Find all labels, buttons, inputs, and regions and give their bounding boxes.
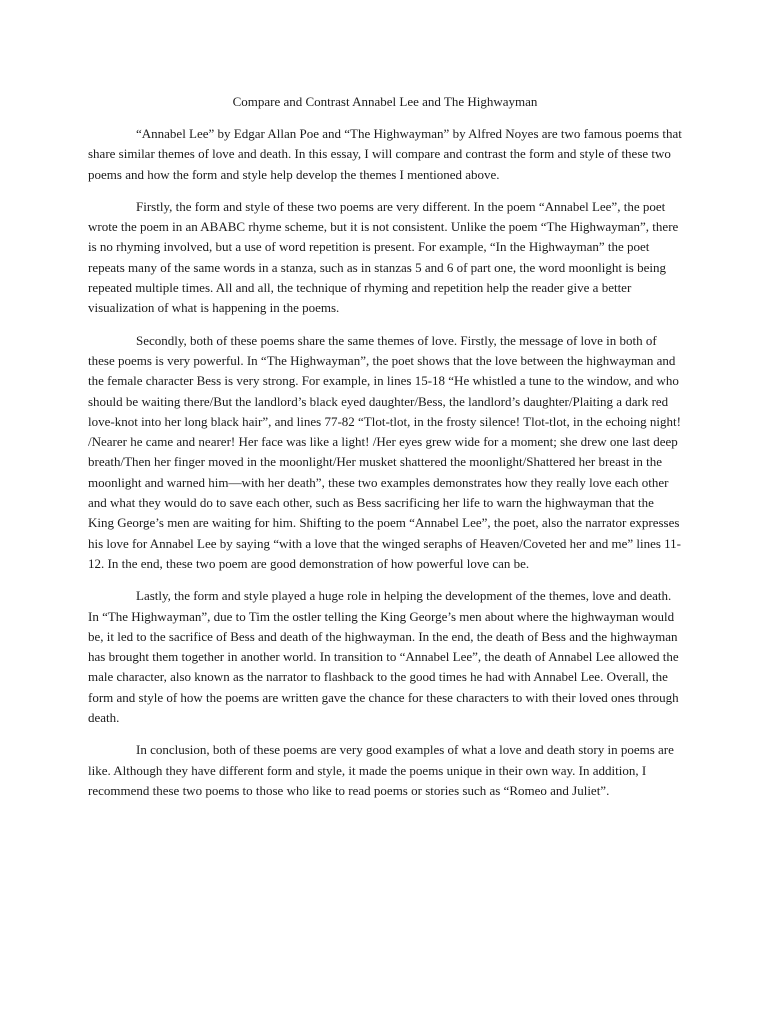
document-title: Compare and Contrast Annabel Lee and The Highwayman <box>232 94 538 109</box>
paragraph-conclusion: In conclusion, both of these poems are very good examples of what a love and death story in poems are like. Although they have different form and style, it made the poems unique in their own way. In addition, I recommend these two poems to those who like to read poems or stories such as “Romeo and Juliet”. <box>88 742 674 798</box>
paragraph-theme-development: Lastly, the form and style played a huge role in helping the development of the themes, love and death. In “The Highwayman”, due to Tim the ostler telling the King George’s men about where the highwayman would be, it led to the sacrifice of Bess and death of the highwayman. In the end, the death of Bess and the highwayman has brought them together in another world. In transition to “Annabel Lee”, the death of Annabel Lee allowed the male character, also known as the narrator to flashback to the good times he had with Annabel Lee. Overall, the form and style of how the poems are written gave the chance for these characters to with their loved ones through death. <box>88 588 679 726</box>
document-body <box>88 92 682 813</box>
paragraph-themes-of-love: Secondly, both of these poems share the same themes of love. Firstly, the message of love in both of these poems is very powerful. In “The Highwayman”, the poet shows that the love between the highwayman and the female character Bess is very strong. For example, in lines 15-18 “He whistled a tune to the window, and who should be waiting there/But the landlord’s black eyed daughter/Bess, the landlord’s daughter/Plaiting a dark red love-knot into her long black hair”, and lines 77-82 “Tlot-tlot, in the frosty silence! Tlot-tlot, in the echoing night! /Nearer he came and nearer! Her face was like a light! /Her eyes grew wide for a moment; she drew one last deep breath/Then her finger moved in the moonlight/Her musket shattered the moonlight/Shattered her breast in the moonlight and warned him—with her death”, these two examples demonstrates how they really love each other and what they would do to save each other, such as Bess sacrificing her life to warn the highwayman that the King George’s men are waiting for him. Shifting to the poem “Annabel Lee”, the poet, also the narrator expresses his love for Annabel Lee by saying “with a love that the winged seraphs of Heaven/Coveted her and me” lines 11-12. In the end, these two poem are good demonstration of how powerful love can be. <box>88 332 682 571</box>
paragraph-form-and-style: Firstly, the form and style of these two poems are very different. In the poem “Annabel Lee”, the poet wrote the poem in an ABABC rhyme scheme, but it is not consistent. Unlike the poem “The Highwayman”, there is no rhyming involved, but a use of word repetition is present. For example, “In the Highwayman” the poet repeats many of the same words in a stanza, such as in stanzas 5 and 6 of part one, the word moonlight is being repeated multiple times. All and all, the technique of rhyming and repetition help the reader give a better visualization of what is happening in the poems. <box>88 198 679 316</box>
paragraph-introduction: “Annabel Lee” by Edgar Allan Poe and “The Highwayman” by Alfred Noyes are two famous poems that share similar themes of love and death. In this essay, I will compare and contrast the form and style of these two poems and how the form and style help develop the themes I mentioned above. <box>88 126 682 182</box>
